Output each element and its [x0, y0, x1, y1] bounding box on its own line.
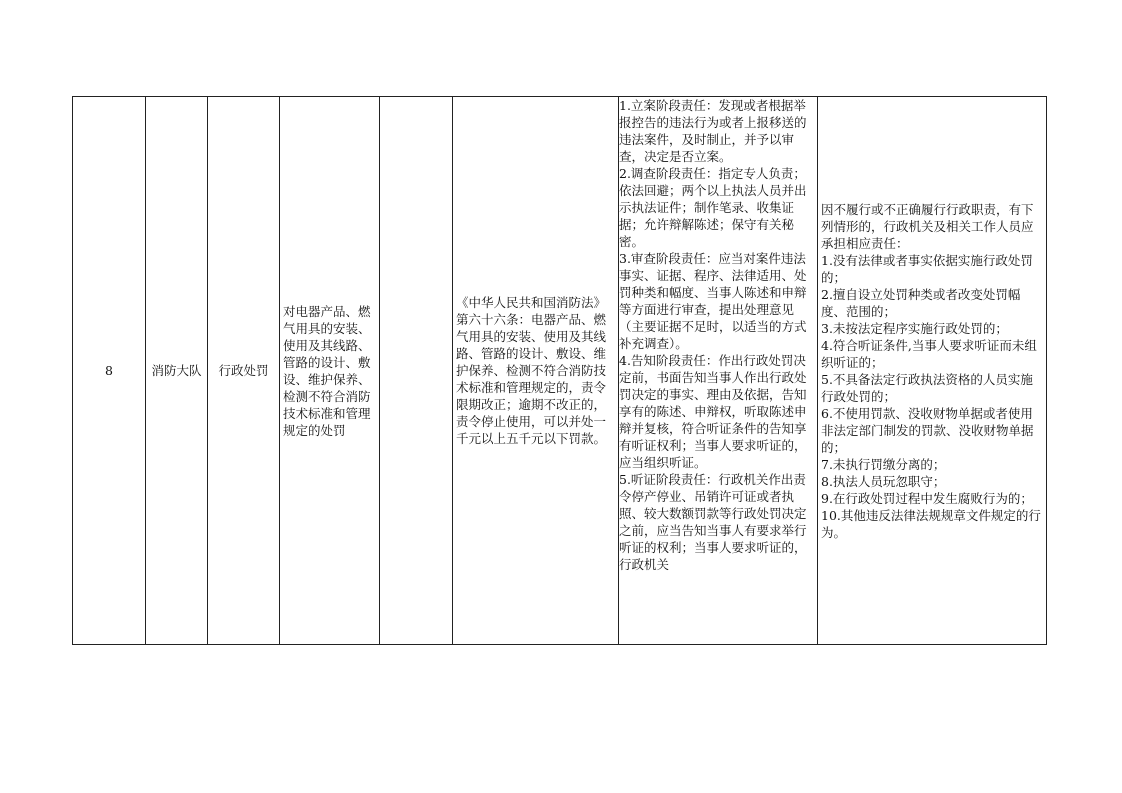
- liability-item: 9.在行政处罚过程中发生腐败行为的；: [821, 490, 1033, 506]
- liability-cell: [818, 97, 1047, 645]
- liability-item: 7.未执行罚缴分离的；: [821, 456, 946, 472]
- responsibilities-cell: [619, 97, 818, 645]
- department-cell: [146, 97, 208, 645]
- category-cell: [208, 97, 280, 645]
- power-list-table: [72, 96, 1047, 645]
- liability-intro: 因不履行或不正确履行行政职责，有下列情形的，行政机关及相关工作人员应承担相应责任：: [821, 201, 1034, 251]
- responsibility-item: 2.调查阶段责任：指定专人负责；依法回避；两个以上执法人员并出示执法证件；制作笔录、收集证据；允许辩解陈述；保守有关秘密。: [619, 166, 807, 249]
- liability-item: 3.未按法定程序实施行政处罚的；: [821, 320, 1008, 336]
- legal-basis: 《中华人民共和国消防法》第六十六条：电器产品、燃气用具的安装、使用及其线路、管路的设计、敷设、维护保养、检测不符合消防技术标准和管理规定的，责令限期改正；逾期不改正的，责令停止使用，可以并处一千元以上五千元以下罚款。: [456, 295, 607, 446]
- liability-list: [821, 201, 1043, 541]
- responsibility-item: 5.听证阶段责任：行政机关作出责令停产停业、吊销许可证或者执照、较大数额罚款等行政处罚决定之前，应当告知当事人有要求举行听证的权利；当事人要求听证的，行政机关: [619, 472, 807, 572]
- item-name-cell: [280, 97, 380, 645]
- basis-cell: [453, 97, 619, 645]
- category: 行政处罚: [218, 363, 269, 378]
- row-number: 8: [105, 363, 113, 378]
- table-row: [73, 97, 1047, 645]
- responsibilities-list: [619, 97, 817, 643]
- liability-item: 2.擅自设立处罚种类或者改变处罚幅度、范围的；: [821, 286, 1021, 319]
- liability-item: 1.没有法律或者事实依据实施行政处罚的；: [821, 252, 1033, 285]
- liability-item: 4.符合听证条件,当事人要求听证而未组织听证的；: [821, 337, 1037, 370]
- liability-item: 6.不使用罚款、没收财物单据或者使用非法定部门制发的罚款、没收财物单据的；: [821, 405, 1034, 455]
- row-number-cell: [73, 97, 146, 645]
- liability-item: 5.不具备法定行政执法资格的人员实施行政处罚的；: [821, 371, 1033, 404]
- liability-item: 10.其他违反法律法规规章文件规定的行为。: [821, 507, 1041, 540]
- liability-item: 8.执法人员玩忽职守；: [821, 473, 946, 489]
- responsibility-item: 3.审查阶段责任：应当对案件违法事实、证据、程序、法律适用、处罚种类和幅度、当事人陈述和申辩等方面进行审查，提出处理意见（主要证据不足时，以适当的方式补充调查）。: [619, 251, 807, 351]
- sub-item-cell: [380, 97, 453, 645]
- responsibility-item: 4.告知阶段责任：作出行政处罚决定前，书面告知当事人作出行政处罚决定的事实、理由及依据，告知享有的陈述、申辩权，听取陈述申辩并复核，符合听证条件的告知享有听证权利；当事人要求听证的，应当组织听证。: [619, 353, 807, 470]
- responsibility-item: 1.立案阶段责任：发现或者根据举报控告的违法行为或者上报移送的违法案件，及时制止，并予以审查，决定是否立案。: [619, 98, 807, 164]
- department: 消防大队: [151, 363, 202, 378]
- item-name: 对电器产品、燃气用具的安装、使用及其线路、管路的设计、敷设、维护保养、检测不符合消防技术标准和管理规定的处罚: [283, 303, 371, 438]
